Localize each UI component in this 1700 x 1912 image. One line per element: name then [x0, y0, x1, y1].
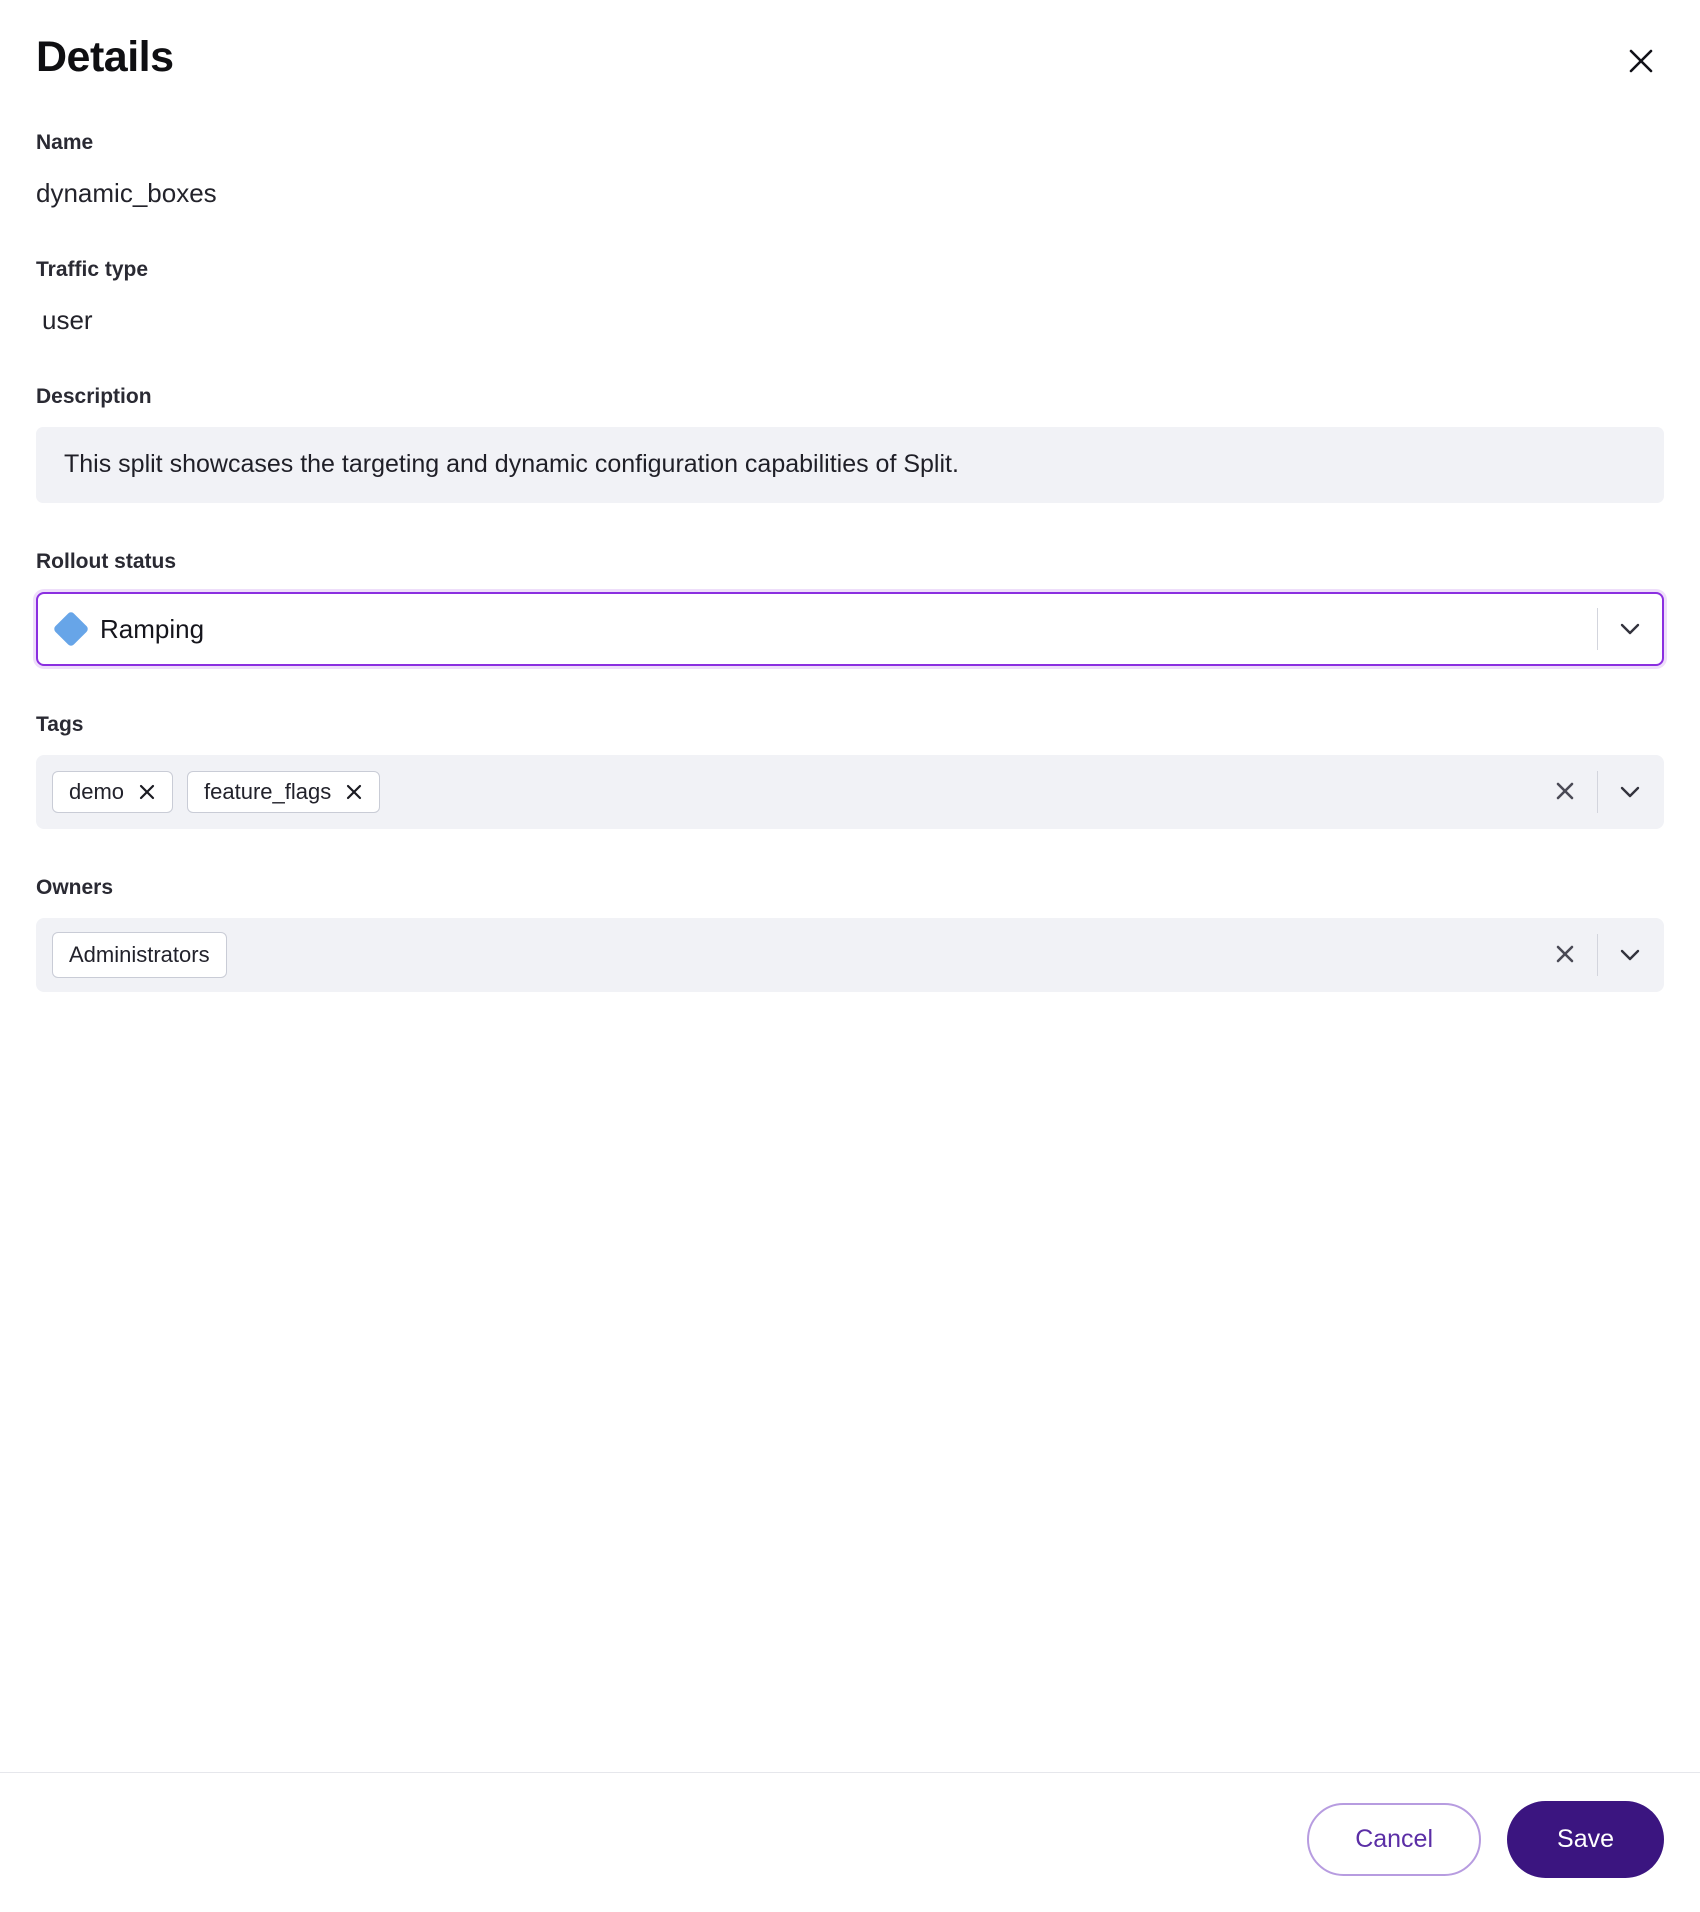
- page-title: Details: [36, 33, 174, 81]
- owners-clear-button[interactable]: [1539, 929, 1591, 981]
- tag-chip[interactable]: [187, 771, 380, 813]
- field-description: [36, 384, 1664, 503]
- tag-chip-label: demo: [69, 779, 125, 805]
- chevron-down-icon: [1616, 940, 1644, 971]
- close-icon[interactable]: [136, 781, 158, 803]
- traffic-type-value: user: [42, 305, 93, 336]
- status-diamond-icon: [53, 611, 90, 648]
- divider: [1597, 771, 1598, 813]
- field-owners: [36, 875, 1664, 992]
- owner-chip[interactable]: [52, 932, 227, 978]
- rollout-status-select[interactable]: [36, 592, 1664, 666]
- clear-icon: [1551, 777, 1579, 808]
- save-button[interactable]: Save: [1507, 1801, 1664, 1878]
- traffic-type-label: Traffic type: [36, 257, 149, 281]
- owners-label: Owners: [36, 876, 114, 900]
- tags-select[interactable]: [36, 755, 1664, 829]
- field-rollout-status: [36, 549, 1664, 666]
- tag-chip-label: feature_flags: [204, 779, 332, 805]
- field-name: [36, 130, 1664, 211]
- rollout-status-value: Ramping: [100, 613, 205, 644]
- divider: [1597, 934, 1598, 976]
- owner-chip-label: Administrators: [69, 942, 210, 968]
- description-label: Description: [36, 384, 152, 408]
- chevron-down-icon: [1616, 614, 1644, 645]
- dialog-footer: [0, 1772, 1700, 1912]
- close-button[interactable]: [1618, 38, 1664, 84]
- chevron-down-icon: [1616, 777, 1644, 808]
- tag-chip[interactable]: [52, 771, 173, 813]
- field-tags: [36, 712, 1664, 829]
- owners-chip-list: [52, 924, 1539, 986]
- divider: [1597, 608, 1598, 650]
- tags-chip-list: [52, 763, 1539, 821]
- tags-clear-button[interactable]: [1539, 766, 1591, 818]
- cancel-button[interactable]: Cancel: [1307, 1803, 1481, 1876]
- owners-select[interactable]: [36, 918, 1664, 992]
- owners-dropdown-button[interactable]: [1604, 929, 1656, 981]
- clear-icon: [1551, 940, 1579, 971]
- rollout-status-label: Rollout status: [36, 549, 176, 573]
- tags-label: Tags: [36, 713, 84, 737]
- rollout-status-dropdown-button[interactable]: [1604, 603, 1656, 655]
- close-icon[interactable]: [343, 781, 365, 803]
- rollout-status-value-wrap: [58, 614, 1591, 645]
- close-icon: [1626, 46, 1656, 76]
- tags-dropdown-button[interactable]: [1604, 766, 1656, 818]
- name-value: dynamic_boxes: [36, 178, 217, 209]
- field-traffic-type: [36, 257, 1664, 338]
- description-input[interactable]: This split showcases the targeting and dynamic configuration capabilities of Split.: [36, 427, 1664, 503]
- name-label: Name: [36, 131, 94, 154]
- dialog-header: [36, 34, 1664, 84]
